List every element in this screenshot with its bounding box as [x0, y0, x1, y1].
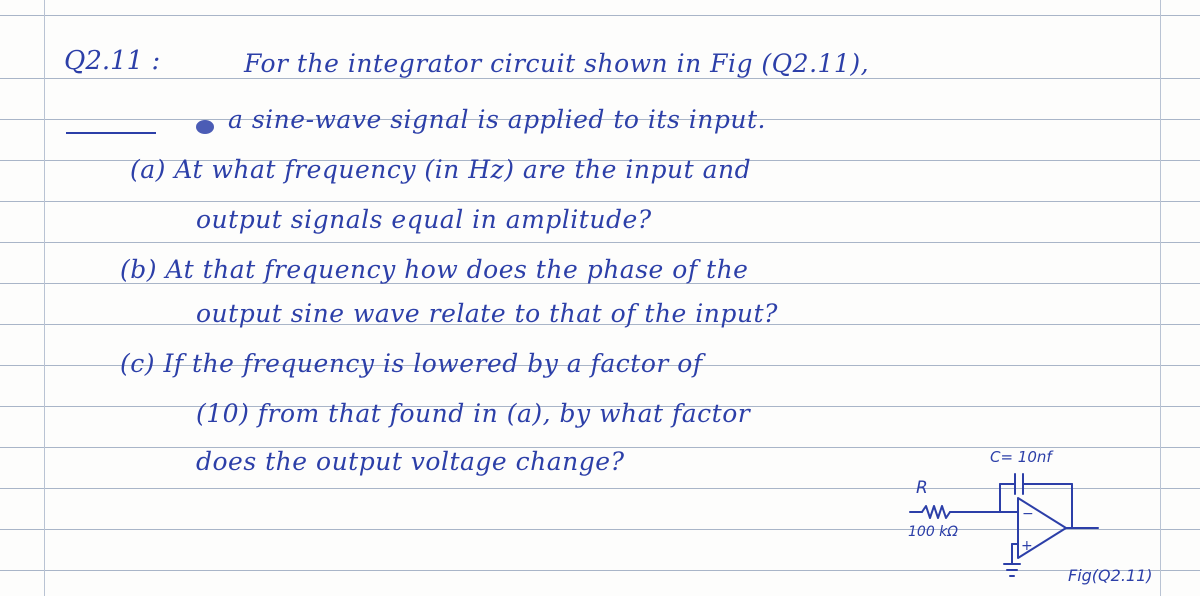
integrator-circuit — [900, 440, 1153, 594]
question-number: Q2.11 : — [64, 46, 161, 76]
question-line-2: a sine-wave signal is applied to its input. — [228, 105, 766, 134]
question-line-9: does the output voltage change? — [196, 447, 625, 476]
question-line-4: output signals equal in amplitude? — [196, 205, 652, 234]
resistor-symbol — [922, 506, 950, 518]
margin-line-left — [44, 0, 45, 596]
question-line-8: (10) from that found in (a), by what factor — [196, 399, 751, 428]
resistor-symbol-label: R — [916, 478, 928, 498]
resistor-value-label: 100 kΩ — [908, 524, 958, 540]
question-line-5: (b) At that frequency how does the phase of the — [120, 255, 749, 284]
ink-blot — [196, 120, 214, 134]
question-line-3: (a) At what frequency (in Hz) are the input and — [130, 155, 752, 184]
question-line-6: output sine wave relate to that of the input? — [196, 299, 778, 328]
question-line-1: For the integrator circuit shown in Fig (Q2.11), — [244, 49, 870, 78]
figure-label: Fig(Q2.11) — [1068, 566, 1153, 585]
capacitor-value-label: C= 10nf — [990, 448, 1052, 466]
noninverting-input-sign: + — [1021, 538, 1033, 554]
question-line-7: (c) If the frequency is lowered by a factor of — [120, 349, 703, 378]
margin-line-right — [1160, 0, 1161, 596]
question-underline — [66, 132, 156, 134]
inverting-input-sign: − — [1022, 506, 1034, 522]
